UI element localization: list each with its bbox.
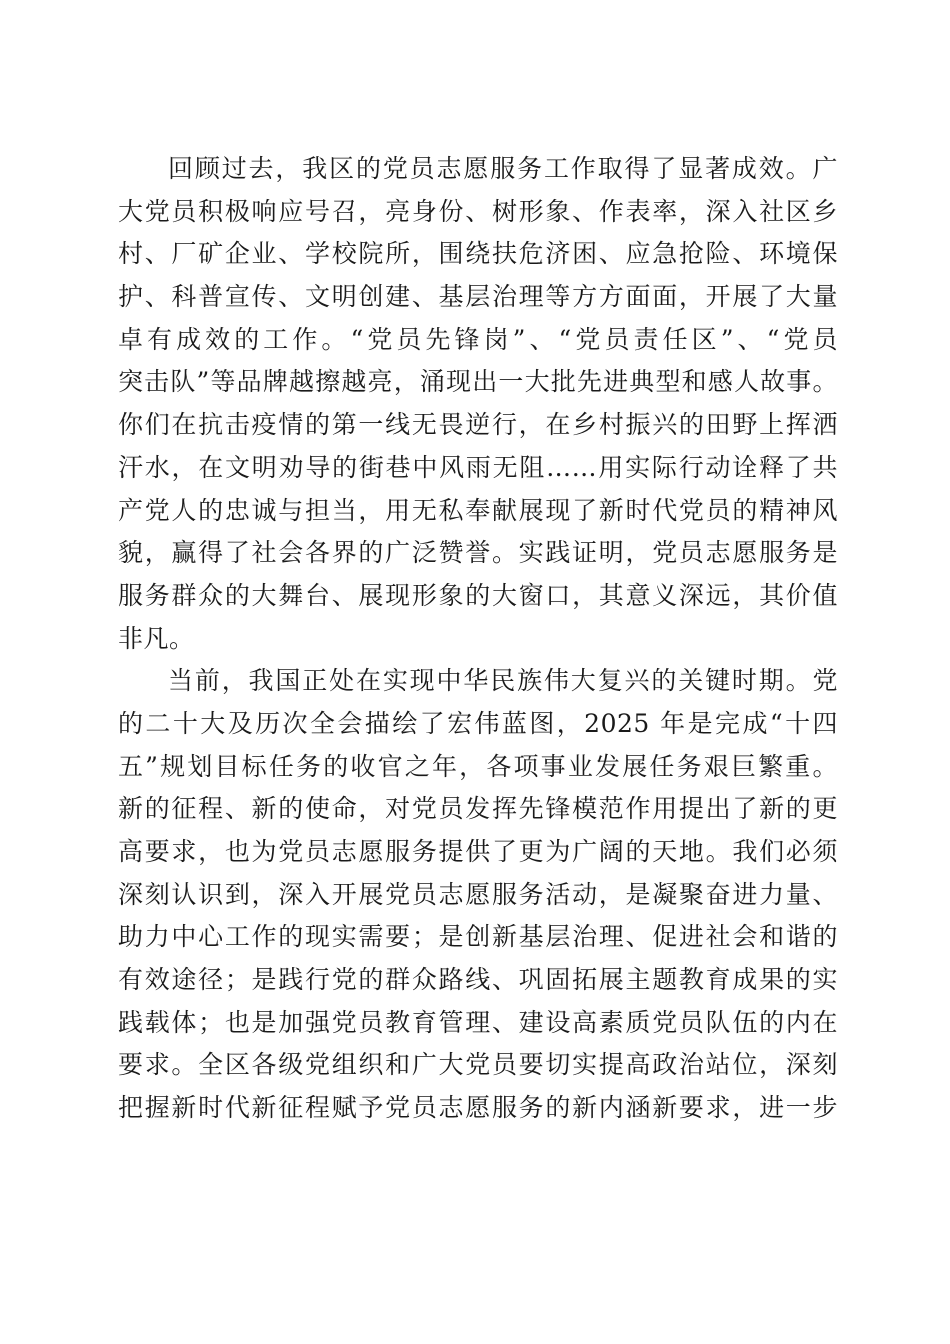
paragraph-1-line: 产党人的忠诚与担当，用无私奉献展现了新时代党员的精神风 bbox=[118, 495, 838, 525]
paragraph-1-line: 服务群众的大舞台、展现形象的大窗口，其意义深远，其价值 bbox=[118, 580, 838, 610]
paragraph-2-line: 把握新时代新征程赋予党员志愿服务的新内涵新要求，进一步 bbox=[118, 1093, 838, 1123]
paragraph-2-line: 践载体；也是加强党员教育管理、建设高素质党员队伍的内在 bbox=[118, 1007, 838, 1037]
body-text bbox=[118, 148, 838, 1130]
paragraph-1-line: 大党员积极响应号召，亮身份、树形象、作表率，深入社区乡 bbox=[118, 196, 838, 226]
paragraph-1-line: 村、厂矿企业、学校院所，围绕扶危济困、应急抢险、环境保 bbox=[118, 239, 838, 269]
paragraph-1-line: 卓有成效的工作。“党员先锋岗”、“党员责任区”、“党员 bbox=[118, 324, 838, 354]
paragraph-2-line: 要求。全区各级党组织和广大党员要切实提高政治站位，深刻 bbox=[118, 1050, 838, 1080]
paragraph-2-line: 有效途径；是践行党的群众路线、巩固拓展主题教育成果的实 bbox=[118, 965, 838, 995]
paragraph-2-line: 新的征程、新的使命，对党员发挥先锋模范作用提出了新的更 bbox=[118, 794, 838, 824]
paragraph-2-line: 当前，我国正处在实现中华民族伟大复兴的关键时期。党 bbox=[168, 666, 838, 696]
paragraph-2-line: 高要求，也为党员志愿服务提供了更为广阔的天地。我们必须 bbox=[118, 837, 838, 866]
paragraph-1-line: 你们在抗击疫情的第一线无畏逆行，在乡村振兴的田野上挥洒 bbox=[118, 410, 838, 440]
paragraph-1-line: 突击队”等品牌越擦越亮，涌现出一大批先进典型和感人故事。 bbox=[118, 367, 838, 397]
paragraph-1-line: 汗水，在文明劝导的街巷中风雨无阻……用实际行动诠释了共 bbox=[118, 452, 838, 482]
paragraph-2-line: 五”规划目标任务的收官之年，各项事业发展任务艰巨繁重。 bbox=[118, 751, 838, 781]
paragraph-1-line: 护、科普宣传、文明创建、基层治理等方方面面，开展了大量 bbox=[118, 282, 838, 312]
paragraph-2-line: 深刻认识到，深入开展党员志愿服务活动，是凝聚奋进力量、 bbox=[118, 879, 838, 909]
paragraph-1-line: 貌，赢得了社会各界的广泛赞誉。实践证明，党员志愿服务是 bbox=[118, 538, 838, 568]
paragraph-2-line: 的二十大及历次全会描绘了宏伟蓝图，2025 年是完成“十四 bbox=[118, 708, 838, 738]
paragraph-1-line: 回顾过去，我区的党员志愿服务工作取得了显著成效。广 bbox=[168, 154, 838, 183]
paragraph-2-line: 助力中心工作的现实需要；是创新基层治理、促进社会和谐的 bbox=[118, 922, 838, 952]
paragraph-1-line: 非凡。 bbox=[118, 623, 195, 653]
